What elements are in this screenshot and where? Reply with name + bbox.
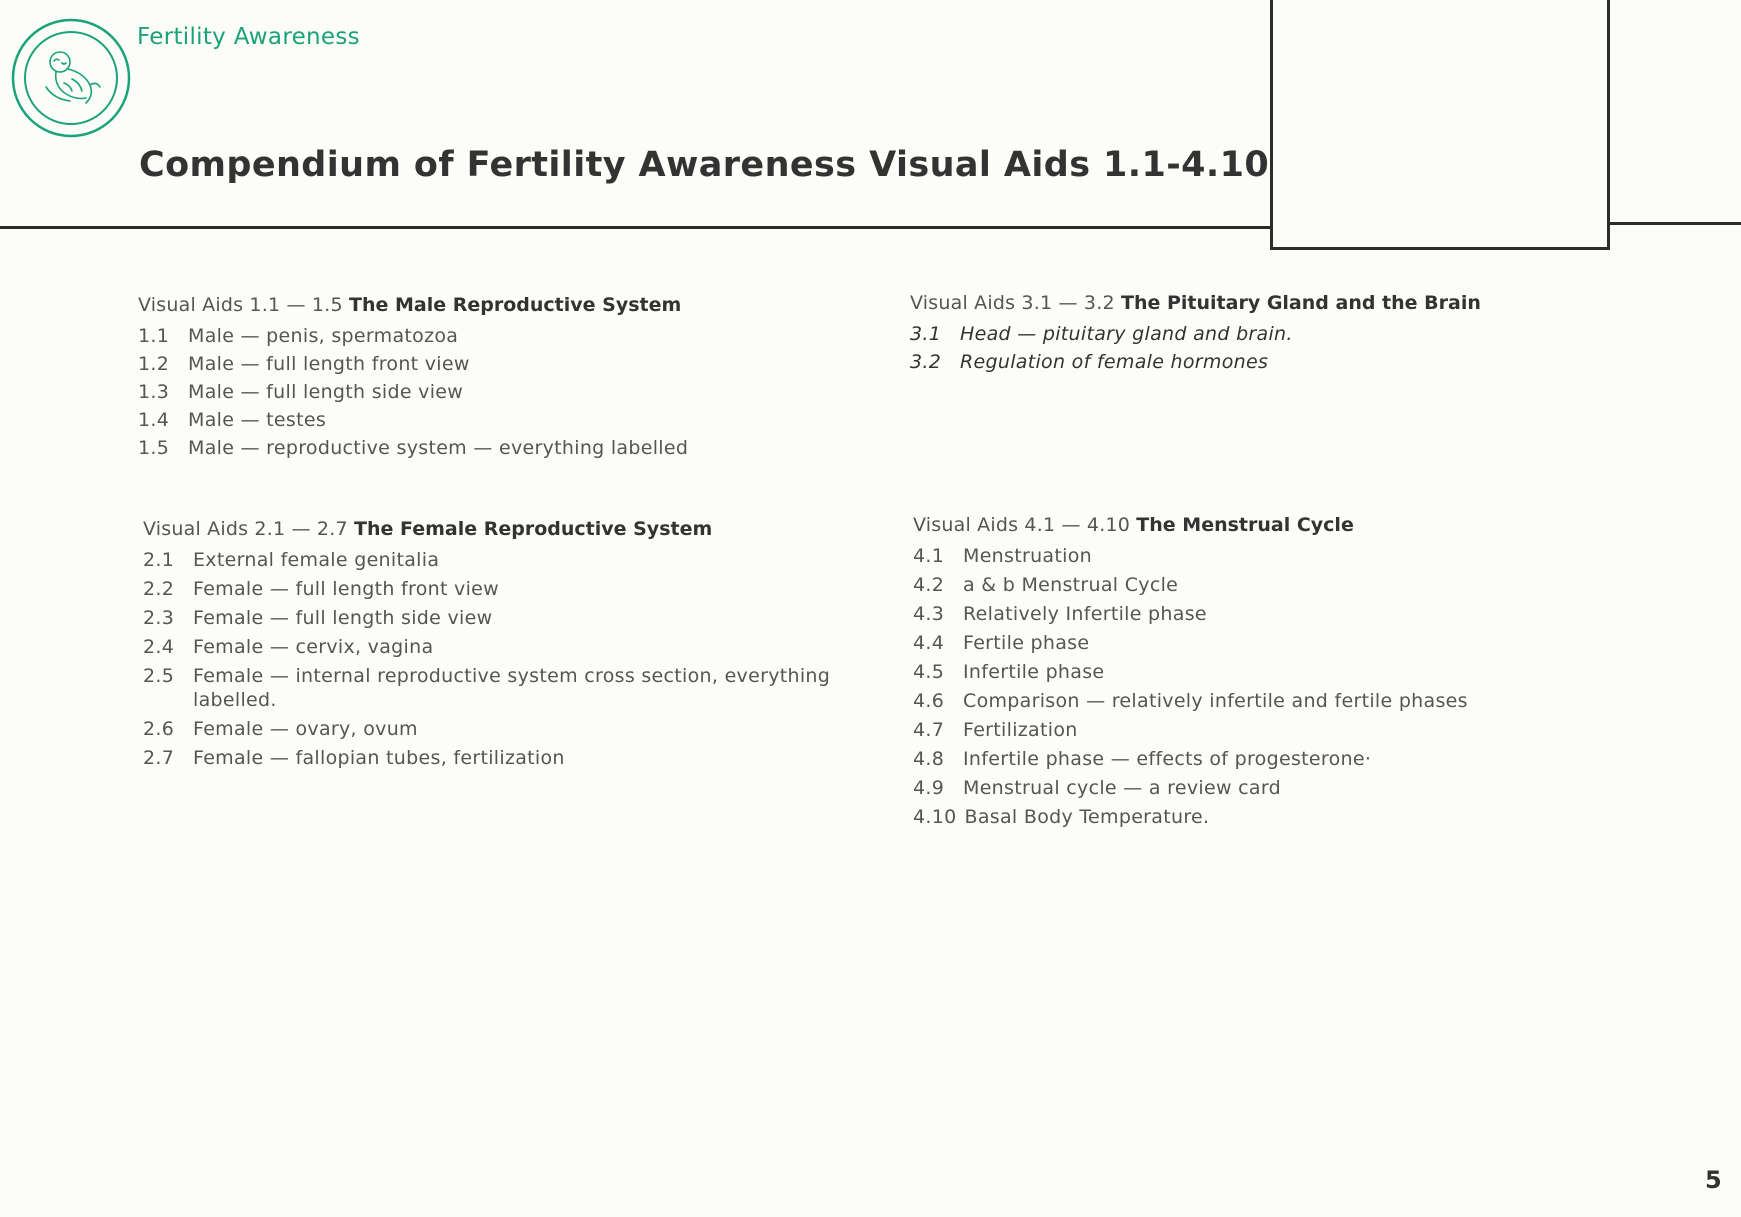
page-number: 5	[1705, 1166, 1722, 1194]
list-item	[913, 687, 1553, 716]
page-title: Compendium of Fertility Awareness Visual Aids 1.1-4.10	[139, 145, 1270, 185]
item-text: a & b Menstrual Cycle	[963, 574, 1179, 596]
list-item	[913, 774, 1553, 803]
section-topic: The Female Reproductive System	[354, 518, 713, 540]
blank-frame	[1270, 0, 1610, 250]
list-item	[138, 406, 778, 434]
header-label: Fertility Awareness	[137, 24, 360, 50]
item-text: Female — internal reproductive system cross section, everything labelled.	[193, 665, 831, 711]
section-heading	[913, 514, 1553, 536]
item-number: 2.6	[143, 718, 175, 740]
item-text: Menstruation	[963, 545, 1092, 567]
item-number: 1.5	[138, 437, 170, 459]
header-divider	[0, 226, 1272, 229]
item-number: 2.3	[143, 607, 175, 629]
item-text: Male — reproductive system — everything labelled	[188, 437, 689, 459]
item-number: 1.3	[138, 381, 170, 403]
item-number: 4.8	[913, 748, 945, 770]
item-text: Female — cervix, vagina	[193, 636, 434, 658]
item-text: Male — testes	[188, 409, 327, 431]
header-divider-right	[1610, 222, 1741, 225]
item-text: Female — fallopian tubes, fertilization	[193, 747, 565, 769]
section-range: Visual Aids 4.1 — 4.10	[913, 514, 1131, 536]
item-number: 2.4	[143, 636, 175, 658]
item-number: 3.1	[910, 323, 942, 345]
item-text: Head — pituitary gland and brain.	[960, 323, 1293, 345]
list-item	[138, 322, 778, 350]
item-number: 4.1	[913, 545, 945, 567]
item-text: Comparison — relatively infertile and fertile phases	[963, 690, 1468, 712]
section-topic: The Male Reproductive System	[349, 294, 682, 316]
section-pituitary-gland-brain	[910, 292, 1550, 376]
item-number: 4.2	[913, 574, 945, 596]
list-item	[143, 715, 833, 744]
section-range: Visual Aids 1.1 — 1.5	[138, 294, 343, 316]
list-item	[913, 600, 1553, 629]
item-text: Male — full length front view	[188, 353, 470, 375]
list-item	[138, 434, 778, 462]
item-number: 4.4	[913, 632, 945, 654]
list-item	[143, 604, 833, 633]
item-text: External female genitalia	[193, 549, 440, 571]
item-number: 4.5	[913, 661, 945, 683]
list-item	[913, 716, 1553, 745]
item-number: 4.7	[913, 719, 945, 741]
item-number: 4.6	[913, 690, 945, 712]
item-number: 3.2	[910, 351, 942, 373]
list-item	[138, 378, 778, 406]
list-item	[913, 658, 1553, 687]
item-text: Infertile phase	[963, 661, 1105, 683]
list-item	[913, 542, 1553, 571]
list-item	[913, 571, 1553, 600]
item-text: Basal Body Temperature.	[964, 806, 1210, 828]
item-text: Regulation of female hormones	[960, 351, 1269, 373]
item-number: 2.2	[143, 578, 175, 600]
section-range: Visual Aids 3.1 — 3.2	[910, 292, 1115, 314]
item-text: Female — ovary, ovum	[193, 718, 418, 740]
list-item	[138, 350, 778, 378]
section-heading	[143, 518, 833, 540]
list-item	[143, 744, 833, 773]
item-text: Female — full length side view	[193, 607, 493, 629]
item-text: Menstrual cycle — a review card	[963, 777, 1281, 799]
section-topic: The Menstrual Cycle	[1136, 514, 1354, 536]
section-range: Visual Aids 2.1 — 2.7	[143, 518, 348, 540]
item-number: 4.10	[913, 806, 957, 828]
item-text: Male — penis, spermatozoa	[188, 325, 459, 347]
section-heading	[138, 294, 778, 316]
item-text: Male — full length side view	[188, 381, 464, 403]
section-female-reproductive-system	[143, 518, 833, 773]
item-number: 2.1	[143, 549, 175, 571]
item-number: 4.9	[913, 777, 945, 799]
item-number: 2.5	[143, 665, 175, 687]
item-text: Fertilization	[963, 719, 1078, 741]
list-item	[913, 803, 1553, 832]
baby-in-circle-logo-icon	[10, 17, 132, 139]
list-item	[913, 745, 1553, 774]
section-heading	[910, 292, 1550, 314]
section-male-reproductive-system	[138, 294, 778, 462]
item-number: 1.2	[138, 353, 170, 375]
list-item	[143, 546, 833, 575]
list-item	[143, 633, 833, 662]
item-number: 1.1	[138, 325, 170, 347]
section-menstrual-cycle	[913, 514, 1553, 832]
list-item	[143, 662, 833, 715]
list-item	[910, 348, 1550, 376]
item-number: 1.4	[138, 409, 170, 431]
list-item	[910, 320, 1550, 348]
section-topic: The Pituitary Gland and the Brain	[1121, 292, 1481, 314]
item-text: Relatively Infertile phase	[963, 603, 1207, 625]
item-number: 2.7	[143, 747, 175, 769]
item-text: Infertile phase — effects of progesterone·	[963, 748, 1372, 770]
list-item	[913, 629, 1553, 658]
item-number: 4.3	[913, 603, 945, 625]
list-item	[143, 575, 833, 604]
item-text: Fertile phase	[963, 632, 1090, 654]
item-text: Female — full length front view	[193, 578, 499, 600]
